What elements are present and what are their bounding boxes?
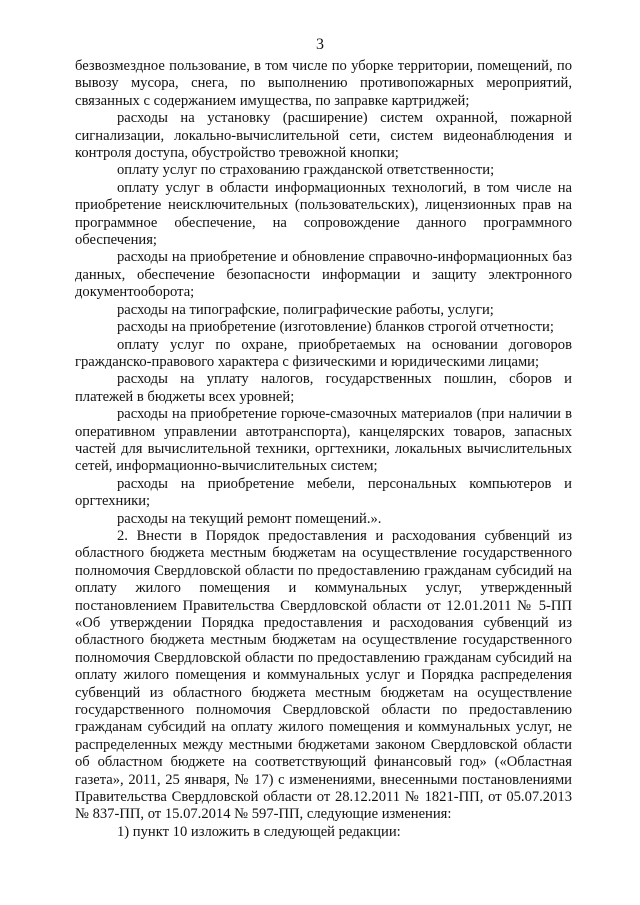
paragraph-printing: расходы на типографские, полиграфические работы, услуги; [117,301,494,318]
paragraph-taxes: расходы на уплату налогов, государственных пошлин, сборов и платежей в бюджеты всех уровней; [75,371,572,405]
document-body [75,58,572,841]
paragraph-security-services: оплату услуг по охране, приобретаемых на основании договоров гражданско-правового характера с физическими и юридическими лицами; [75,336,572,370]
page-number: 3 [316,36,324,53]
paragraph-liability-insurance: оплату услуг по страхованию гражданской ответственности; [117,162,495,179]
paragraph-reference-databases: расходы на приобретение и обновление справочно-информационных баз данных, обеспечение безопасности информации и защиту электронного документооборота; [75,249,572,301]
paragraph-section-2: 2. Внести в Порядок предоставления и расходования субвенций из областного бюджета местным бюджетам на осуществление государственного полномочия Свердловской области по предоставлению гражданам субсидий на оплату жилого помещения и коммунальных услуг, утвержденный постановлением Правительства Свердловской области от 12.01.2011 № 5-ПП «Об утверждении Порядка предоставления и расходования субвенций из областного бюджета местным бюджетам на осуществление государственного полномочия Свердловской области по предоставлению гражданам субсидий на оплату жилого помещения и коммунальных услуг и Порядка распределения субвенций из областного бюджета местным бюджетам на осуществление государственного полномочия Свердловской области по предоставлению гражданам субсидий на оплату жилого помещения и коммунальных услуг, не распределенных между местными бюджетами законом Свердловской области об областном бюджете на соответствующий финансовый год» («Областная газета», 2011, 25 января, № 17) с изменениями, внесенными постановлениями Правительства Свердловской области от 28.12.2011 № 1821-ПП, от 05.07.2013 № 837-ПП, от 15.07.2014 № 597-ПП, следующие изменения: [75,527,572,823]
paragraph-security-systems: расходы на установку (расширение) систем охранной, пожарной сигнализации, локально-вычислительной сети, систем видеонаблюдения и контроля доступа, обустройство тревожной кнопки; [75,110,572,162]
paragraph-item-1: 1) пункт 10 изложить в следующей редакции: [117,823,401,840]
paragraph-furniture: расходы на приобретение мебели, персональных компьютеров и оргтехники; [75,475,572,510]
paragraph-strict-forms: расходы на приобретение (изготовление) бланков строгой отчетности; [117,319,554,336]
paragraph-continuation: безвозмездное пользование, в том числе по уборке территории, помещений, по вывозу мусора, снега, по выполнению противопожарных мероприятий, связанных с содержанием имущества, по заправке картриджей; [75,58,572,109]
paragraph-repairs: расходы на текущий ремонт помещений.». [117,510,382,527]
paragraph-it-services: оплату услуг в области информационных технологий, в том числе на приобретение неисключительных (пользовательских), лицензионных прав на программное обеспечение, на сопровождение данного программного обеспечения; [75,179,572,249]
paragraph-fuel-supplies: расходы на приобретение горюче-смазочных материалов (при наличии в оперативном управлении автотранспорта), канцелярских товаров, запасных частей для вычислительной техники, оргтехники, локальных вычислительных сетей, информационно-вычислительных систем; [75,406,572,475]
